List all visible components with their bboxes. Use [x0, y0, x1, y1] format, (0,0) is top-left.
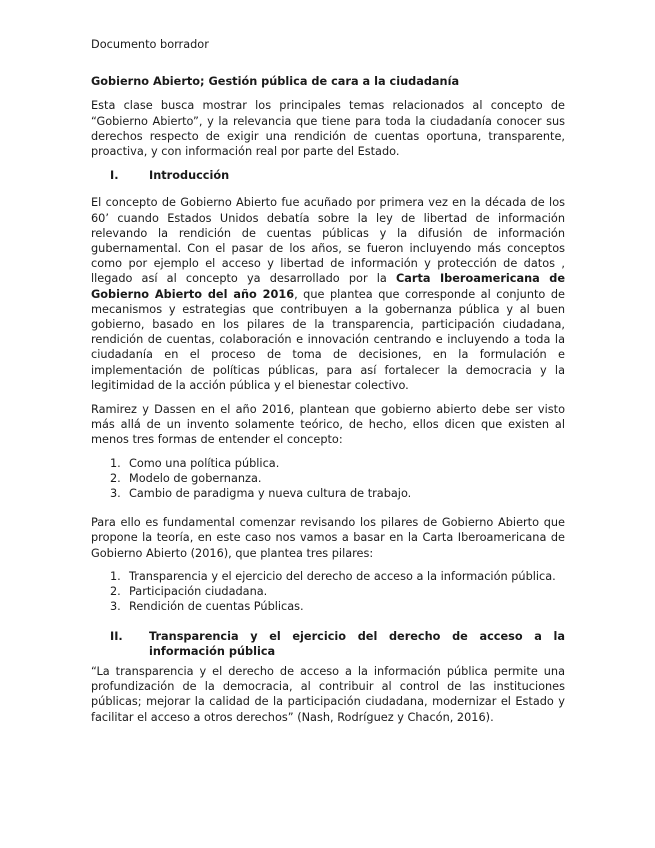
paragraph-text: El concepto de Gobierno Abierto fue acuñado por primera vez en la década de los 60’ cuando Estados Unidos debatía sobre la ley de libertad de información relevando la rendición de cuentas públicas y la difusión de información gubernamental. Con el pasar de los años, se fueron incluyendo más conceptos como por ejemplo el acceso y libertad de información y protección de datos , llegado así al concepto ya desarrollado por la: [91, 196, 565, 286]
list-item: [91, 599, 565, 614]
paragraph-pilares: Para ello es fundamental comenzar revisando los pilares de Gobierno Abierto que propone la teoría, en este caso nos vamos a basar en la Carta Iberoamericana de Gobierno Abierto (2016), que plantea tres pilares:: [91, 516, 565, 560]
section-number: I.: [110, 169, 119, 183]
paragraph-text: , que plantea que corresponde al conjunto de mecanismos y estrategias que contribuyen a la gobernanza pública y al buen gobierno, basado en los pilares de la transparencia, participación ciudadana, rendición de cuentas, colaboración e innovación centrando e incluyendo a toda la ciudadanía en el proceso de toma de decisiones, en la formulación e implementación de políticas públicas, para así fortalecer la democracia y la legitimidad de la acción pública y el bienestar colectivo.: [91, 287, 565, 392]
section-heading-transparencia: [91, 629, 565, 659]
list-item: [91, 471, 565, 486]
list-text: Modelo de gobernanza.: [129, 471, 262, 485]
list-item: [91, 569, 565, 584]
list-pillars: [91, 569, 565, 615]
list-item: [91, 486, 565, 501]
list-text: Participación ciudadana.: [129, 585, 268, 599]
document-header: Documento borrador: [91, 38, 209, 51]
list-number: 2.: [110, 471, 121, 485]
section-heading-introduccion: [91, 168, 565, 183]
quote-paragraph: “La transparencia y el derecho de acceso a la información pública permite una profundización de la democracia, al contribuir al control de las instituciones públicas; mejorar la calidad de la participación ciudadana, modernizar el Estado y facilitar el acceso a otros derechos” (Nash, Rodríguez y Chacón, 2016).: [91, 664, 565, 724]
list-text: Cambio de paradigma y nueva cultura de trabajo.: [129, 487, 412, 501]
list-text: Rendición de cuentas Públicas.: [129, 600, 304, 614]
section-title: Introducción: [149, 169, 230, 183]
document-title: Gobierno Abierto; Gestión pública de cara a la ciudadanía: [91, 75, 460, 89]
section-number: II.: [110, 629, 123, 643]
list-text: Como una política pública.: [129, 456, 280, 470]
list-item: [91, 584, 565, 599]
bold-reference: Carta Iberoamericana de Gobierno Abierto del año 2016: [91, 272, 565, 301]
section-title: Transparencia y el ejercicio del derecho de acceso a la información pública: [149, 629, 565, 658]
list-number: 1.: [110, 569, 121, 583]
list-number: 2.: [110, 585, 121, 599]
list-item: [91, 456, 565, 471]
list-text: Transparencia y el ejercicio del derecho de acceso a la información pública.: [129, 569, 556, 583]
list-forms: [91, 456, 565, 502]
intro-paragraph: Esta clase busca mostrar los principales temas relacionados al concepto de “Gobierno Abierto”, y la relevancia que tiene para toda la ciudadanía conocer sus derechos respecto de exigir una rendición de cuentas oportuna, transparente, proactiva, y con información real por parte del Estado.: [91, 99, 565, 159]
list-number: 1.: [110, 456, 121, 470]
list-number: 3.: [110, 600, 121, 614]
paragraph-ramirez: Ramirez y Dassen en el año 2016, plantean que gobierno abierto debe ser visto más allá de un invento solamente teórico, de hecho, ellos dicen que existen al menos tres formas de entender el concepto:: [91, 403, 565, 447]
paragraph-concept: [91, 195, 565, 393]
list-number: 3.: [110, 487, 121, 501]
